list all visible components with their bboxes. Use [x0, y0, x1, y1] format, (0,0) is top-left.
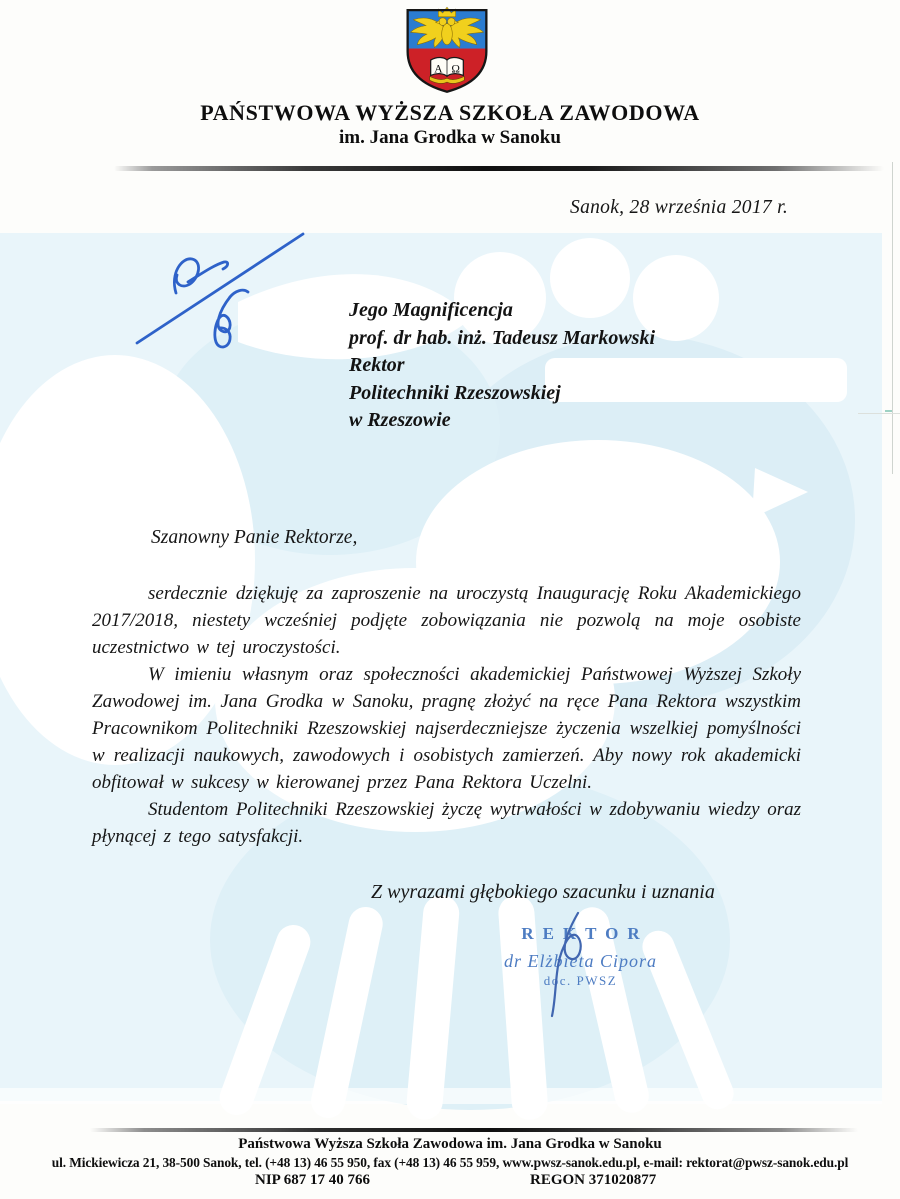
date-line: Sanok, 28 września 2017 r.: [570, 197, 788, 218]
footer-contact-line: ul. Mickiewicza 21, 38-500 Sanok, tel. (+48 13) 46 55 950, fax (+48 13) 46 55 959, www.pwsz-sanok.edu.pl, e-mail: rektorat@pwsz-sanok.edu.pl: [51, 1155, 849, 1170]
addressee-line: w Rzeszowie: [349, 409, 451, 431]
addressee-line: Jego Magnificencja: [349, 299, 513, 321]
crest-alpha-letter: Α: [434, 63, 443, 76]
university-crest: [399, 3, 495, 95]
university-subtitle: im. Jana Grodka w Sanoku: [339, 127, 561, 148]
stamp-title: REKTOR: [521, 924, 649, 943]
salutation: Szanowny Panie Rektorze,: [151, 527, 358, 548]
body-paragraph: W imieniu własnym oraz społeczności akademickiej Państwowej Wyższej Szkoły Zawodowej im. Jana Grodka w Sanoku, pragnę złożyć na ręce Pana Rektora wszystkim Pracownikom Politechniki Rzeszowskiej najserdeczniejsze życzenia wszelkiej pomyślności w realizacji naukowych, zawodowych i osobistych zamierzeń. Aby nowy rok akademicki obfitował w sukcesy w kierowanej przez Pana Rektora Uczelni.: [92, 664, 801, 793]
footer-rule: [90, 1128, 858, 1132]
footer-ids: [0, 1172, 900, 1194]
letter-body: [92, 580, 801, 850]
addressee-block: [349, 297, 655, 435]
addressee-line: Rektor: [349, 354, 405, 376]
addressee-line: prof. dr hab. inż. Tadeusz Markowski: [349, 326, 656, 349]
footer-nip: NIP 687 17 40 766: [255, 1172, 371, 1188]
addressee-line: Politechniki Rzeszowskiej: [349, 381, 561, 404]
handwritten-signature: [538, 908, 598, 1023]
header-rule: [114, 166, 884, 171]
stamp-degree: doc. PWSZ: [543, 973, 618, 988]
footer-regon: REGON 371020877: [530, 1172, 657, 1188]
crest-omega-letter: Ω: [451, 63, 460, 76]
scan-artifact-line: [858, 413, 900, 414]
crest-open-book: [430, 58, 465, 84]
body-paragraph: Studentom Politechniki Rzeszowskiej życzę wytrwałości w zdobywaniu wiedzy oraz płynącej z tego satysfakcji.: [92, 799, 801, 847]
closing-line: Z wyrazami głębokiego szacunku i uznania: [371, 881, 715, 903]
stamp-name: dr Elżbieta Cipora: [503, 951, 657, 971]
university-name: PAŃSTWOWA WYŻSZA SZKOŁA ZAWODOWA: [200, 100, 700, 125]
crest-crown: [438, 7, 455, 17]
footer-university-name: Państwowa Wyższa Szkoła Zawodowa im. Jana Grodka w Sanoku: [238, 1136, 662, 1152]
body-paragraph: serdecznie dziękuję za zaproszenie na uroczystą Inaugurację Roku Akademickiego 2017/2018, niestety wcześniej podjęte zobowiązania nie pozwolą na moje osobiste uczestnictwo w tej uroczystości.: [92, 583, 801, 658]
handwritten-initials: [131, 231, 316, 353]
scan-artifact-mark: [885, 410, 892, 412]
scan-artifact-line: [892, 162, 893, 474]
